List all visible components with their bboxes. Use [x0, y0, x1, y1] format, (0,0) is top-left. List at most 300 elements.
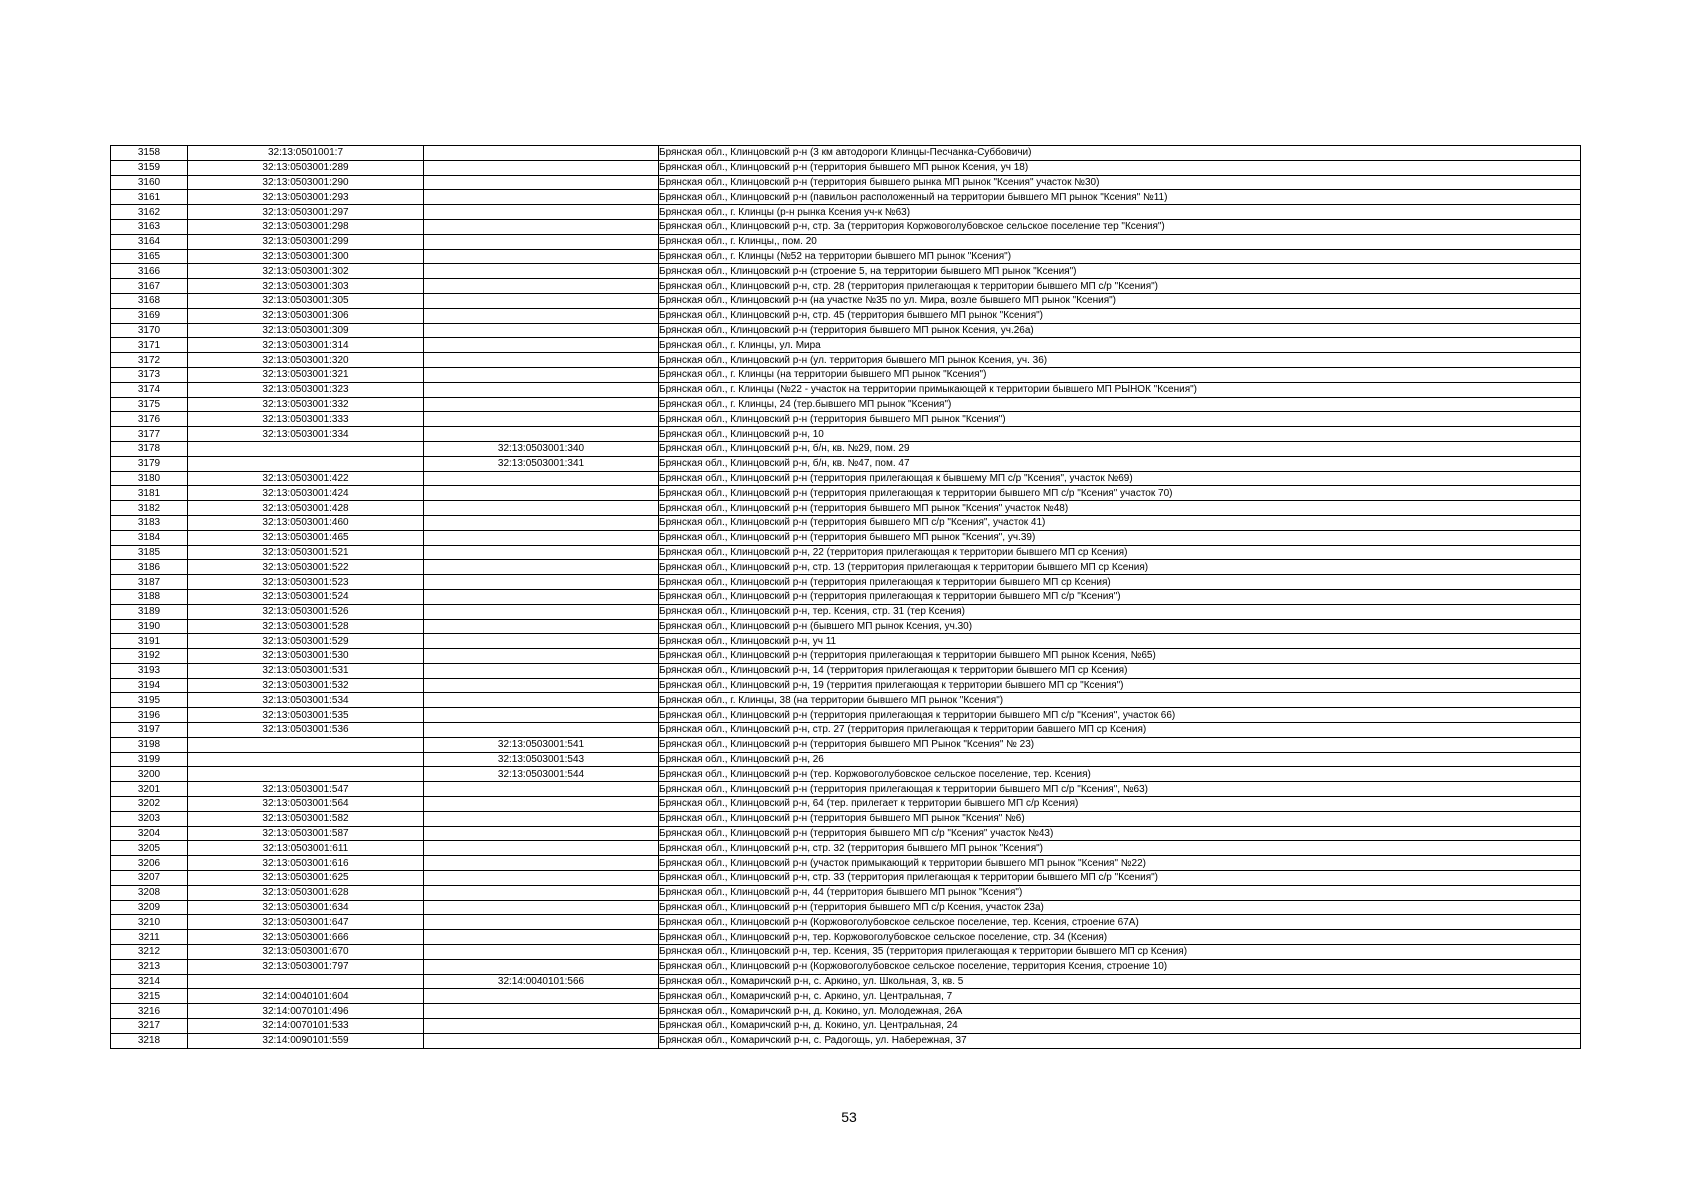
cadastral-number-cell: 32:13:0503001:611: [188, 841, 424, 856]
row-number-cell: 3187: [111, 575, 188, 590]
cadastral-number-cell: 32:13:0503001:616: [188, 856, 424, 871]
address-cell: Брянская обл., Клинцовский р-н (территория прилегающая к территории бывшего МП с/р "Ксения"): [659, 589, 1581, 604]
cadastral-number-cell: 32:13:0503001:521: [188, 545, 424, 560]
table-body: [111, 146, 1581, 1049]
row-number-cell: 3193: [111, 663, 188, 678]
row-number-cell: 3160: [111, 175, 188, 190]
table-row: [111, 604, 1581, 619]
table-row: [111, 678, 1581, 693]
cadastral-number-alt-cell: [424, 589, 659, 604]
address-cell: Брянская обл., Комаричский р-н, с. Радогощь, ул. Набережная, 37: [659, 1033, 1581, 1048]
address-cell: Брянская обл., Клинцовский р-н (территория прилегающая к территории бывшего МП ср Ксения): [659, 575, 1581, 590]
row-number-cell: 3185: [111, 545, 188, 560]
table-row: [111, 752, 1581, 767]
cadastral-table: [110, 145, 1581, 1049]
row-number-cell: 3201: [111, 782, 188, 797]
table-row: [111, 649, 1581, 664]
address-cell: Брянская обл., Клинцовский р-н, стр. 45 (территория бывшего МП рынок "Ксения"): [659, 308, 1581, 323]
cadastral-number-alt-cell: [424, 190, 659, 205]
cadastral-number-alt-cell: [424, 959, 659, 974]
table-row: [111, 575, 1581, 590]
cadastral-number-alt-cell: [424, 382, 659, 397]
row-number-cell: 3181: [111, 486, 188, 501]
cadastral-number-alt-cell: [424, 619, 659, 634]
row-number-cell: 3184: [111, 530, 188, 545]
cadastral-number-cell: [188, 974, 424, 989]
row-number-cell: 3205: [111, 841, 188, 856]
address-cell: Брянская обл., Клинцовский р-н (территория бывшего МП с/р "Ксения" участок №43): [659, 826, 1581, 841]
address-cell: Брянская обл., Комаричский р-н, д. Кокино, ул. Центральная, 24: [659, 1019, 1581, 1034]
table-row: [111, 515, 1581, 530]
row-number-cell: 3206: [111, 856, 188, 871]
address-cell: Брянская обл., Клинцовский р-н (территория бывшего МП рынок "Ксения" участок №48): [659, 501, 1581, 516]
cadastral-number-alt-cell: [424, 293, 659, 308]
address-cell: Брянская обл., Клинцовский р-н, стр. 13 (территория прилегающая к территории бывшего МП ср Ксения): [659, 560, 1581, 575]
table-row: [111, 160, 1581, 175]
address-cell: Брянская обл., Клинцовский р-н, б/н, кв. №29, пом. 29: [659, 441, 1581, 456]
address-cell: Брянская обл., г. Клинцы, 24 (тер.бывшего МП рынок "Ксения"): [659, 397, 1581, 412]
cadastral-number-cell: 32:13:0503001:290: [188, 175, 424, 190]
address-cell: Брянская обл., Клинцовский р-н (территория прилегающая к территории бывшего МП рынок Ксения, №65): [659, 649, 1581, 664]
table-row: [111, 1033, 1581, 1048]
table-row: [111, 693, 1581, 708]
cadastral-number-cell: 32:13:0503001:321: [188, 367, 424, 382]
cadastral-number-cell: 32:13:0503001:564: [188, 797, 424, 812]
address-cell: Брянская обл., Клинцовский р-н (ул. территория бывшего МП рынок Ксения, уч. 36): [659, 353, 1581, 368]
table-row: [111, 915, 1581, 930]
cadastral-number-alt-cell: [424, 308, 659, 323]
cadastral-number-cell: 32:13:0503001:424: [188, 486, 424, 501]
cadastral-number-cell: 32:13:0503001:334: [188, 427, 424, 442]
address-cell: Брянская обл., г. Клинцы, 38 (на территории бывшего МП рынок "Ксения"): [659, 693, 1581, 708]
address-cell: Брянская обл., Клинцовский р-н (тер. Коржовоголубовское сельское поселение, тер. Ксения): [659, 767, 1581, 782]
row-number-cell: 3196: [111, 708, 188, 723]
row-number-cell: 3170: [111, 323, 188, 338]
row-number-cell: 3158: [111, 146, 188, 161]
row-number-cell: 3209: [111, 900, 188, 915]
row-number-cell: 3202: [111, 797, 188, 812]
cadastral-number-alt-cell: [424, 530, 659, 545]
table-row: [111, 767, 1581, 782]
row-number-cell: 3207: [111, 871, 188, 886]
cadastral-number-cell: 32:13:0503001:299: [188, 234, 424, 249]
row-number-cell: 3180: [111, 471, 188, 486]
row-number-cell: 3174: [111, 382, 188, 397]
cadastral-number-cell: 32:13:0503001:534: [188, 693, 424, 708]
cadastral-number-cell: 32:14:0070101:496: [188, 1004, 424, 1019]
address-cell: Брянская обл., Клинцовский р-н, уч 11: [659, 634, 1581, 649]
table-row: [111, 737, 1581, 752]
cadastral-number-alt-cell: [424, 885, 659, 900]
address-cell: Брянская обл., Клинцовский р-н (Коржовоголубовское сельское поселение, территория Ксения, строение 10): [659, 959, 1581, 974]
row-number-cell: 3164: [111, 234, 188, 249]
cadastral-number-alt-cell: [424, 545, 659, 560]
row-number-cell: 3195: [111, 693, 188, 708]
cadastral-number-alt-cell: [424, 856, 659, 871]
table-row: [111, 945, 1581, 960]
table-row: [111, 589, 1581, 604]
row-number-cell: 3199: [111, 752, 188, 767]
address-cell: Брянская обл., г. Клинцы (на территории бывшего МП рынок "Ксения"): [659, 367, 1581, 382]
table-row: [111, 811, 1581, 826]
address-cell: Брянская обл., Клинцовский р-н, 10: [659, 427, 1581, 442]
cadastral-number-alt-cell: [424, 353, 659, 368]
cadastral-number-alt-cell: [424, 871, 659, 886]
table-row: [111, 989, 1581, 1004]
cadastral-number-cell: 32:13:0503001:582: [188, 811, 424, 826]
row-number-cell: 3175: [111, 397, 188, 412]
cadastral-number-cell: 32:13:0503001:428: [188, 501, 424, 516]
cadastral-number-cell: 32:13:0503001:530: [188, 649, 424, 664]
table-row: [111, 175, 1581, 190]
cadastral-number-alt-cell: 32:13:0503001:341: [424, 456, 659, 471]
cadastral-number-alt-cell: [424, 797, 659, 812]
table-row: [111, 723, 1581, 738]
address-cell: Брянская обл., Клинцовский р-н (территория бывшего МП с/р Ксения, участок 23а): [659, 900, 1581, 915]
address-cell: Брянская обл., Клинцовский р-н (территория прилегающая к территории бывшего МП с/р "Ксения", участок 66): [659, 708, 1581, 723]
cadastral-number-cell: 32:14:0070101:533: [188, 1019, 424, 1034]
cadastral-number-alt-cell: [424, 663, 659, 678]
register-sheet: [110, 145, 1581, 1049]
table-row: [111, 308, 1581, 323]
address-cell: Брянская обл., г. Клинцы,, пом. 20: [659, 234, 1581, 249]
cadastral-number-cell: 32:13:0503001:298: [188, 219, 424, 234]
cadastral-number-alt-cell: [424, 146, 659, 161]
row-number-cell: 3163: [111, 219, 188, 234]
row-number-cell: 3203: [111, 811, 188, 826]
cadastral-number-cell: 32:13:0503001:293: [188, 190, 424, 205]
cadastral-number-cell: 32:14:0040101:604: [188, 989, 424, 1004]
row-number-cell: 3171: [111, 338, 188, 353]
table-row: [111, 782, 1581, 797]
table-row: [111, 456, 1581, 471]
row-number-cell: 3161: [111, 190, 188, 205]
cadastral-number-alt-cell: [424, 945, 659, 960]
row-number-cell: 3178: [111, 441, 188, 456]
address-cell: Брянская обл., Клинцовский р-н (территория бывшего МП рынок Ксения, уч.26а): [659, 323, 1581, 338]
table-row: [111, 427, 1581, 442]
cadastral-number-cell: 32:13:0503001:523: [188, 575, 424, 590]
cadastral-number-cell: 32:13:0503001:628: [188, 885, 424, 900]
address-cell: Брянская обл., Клинцовский р-н, стр. 32 (территория бывшего МП рынок "Ксения"): [659, 841, 1581, 856]
address-cell: Брянская обл., Клинцовский р-н, стр. 28 (территория прилегающая к территории бывшего МП с/р "Ксения"): [659, 279, 1581, 294]
row-number-cell: 3204: [111, 826, 188, 841]
cadastral-number-alt-cell: 32:13:0503001:543: [424, 752, 659, 767]
address-cell: Брянская обл., Клинцовский р-н, тер. Ксения, 35 (территория прилегающая к территории бывшего МП ср Ксения): [659, 945, 1581, 960]
row-number-cell: 3188: [111, 589, 188, 604]
address-cell: Брянская обл., г. Клинцы (р-н рынка Ксения уч-к №63): [659, 205, 1581, 220]
table-row: [111, 619, 1581, 634]
row-number-cell: 3166: [111, 264, 188, 279]
cadastral-number-cell: 32:13:0503001:670: [188, 945, 424, 960]
cadastral-number-alt-cell: [424, 175, 659, 190]
address-cell: Брянская обл., Клинцовский р-н (Коржовоголубовское сельское поселение, тер. Ксения, строение 67А): [659, 915, 1581, 930]
row-number-cell: 3218: [111, 1033, 188, 1048]
table-row: [111, 441, 1581, 456]
table-row: [111, 545, 1581, 560]
cadastral-number-cell: 32:13:0503001:587: [188, 826, 424, 841]
cadastral-number-alt-cell: [424, 708, 659, 723]
row-number-cell: 3217: [111, 1019, 188, 1034]
cadastral-number-alt-cell: [424, 930, 659, 945]
row-number-cell: 3183: [111, 515, 188, 530]
cadastral-number-cell: [188, 456, 424, 471]
table-row: [111, 708, 1581, 723]
cadastral-number-cell: 32:13:0503001:547: [188, 782, 424, 797]
address-cell: Брянская обл., Клинцовский р-н (павильон расположенный на территории бывшего МП рынок "Ксения" №11): [659, 190, 1581, 205]
table-row: [111, 412, 1581, 427]
table-row: [111, 234, 1581, 249]
cadastral-number-alt-cell: [424, 634, 659, 649]
row-number-cell: 3179: [111, 456, 188, 471]
row-number-cell: 3162: [111, 205, 188, 220]
cadastral-number-alt-cell: [424, 219, 659, 234]
table-row: [111, 1019, 1581, 1034]
table-row: [111, 663, 1581, 678]
cadastral-number-alt-cell: 32:14:0040101:566: [424, 974, 659, 989]
table-row: [111, 871, 1581, 886]
row-number-cell: 3214: [111, 974, 188, 989]
row-number-cell: 3167: [111, 279, 188, 294]
cadastral-number-alt-cell: 32:13:0503001:340: [424, 441, 659, 456]
address-cell: Брянская обл., Клинцовский р-н, 14 (территория прилегающая к территории бывшего МП ср Ксения): [659, 663, 1581, 678]
table-row: [111, 841, 1581, 856]
cadastral-number-alt-cell: [424, 501, 659, 516]
row-number-cell: 3169: [111, 308, 188, 323]
table-row: [111, 974, 1581, 989]
cadastral-number-alt-cell: [424, 604, 659, 619]
address-cell: Брянская обл., Клинцовский р-н (территория бывшего рынка МП рынок "Ксения" участок №30): [659, 175, 1581, 190]
cadastral-number-cell: 32:13:0503001:526: [188, 604, 424, 619]
cadastral-number-alt-cell: 32:13:0503001:544: [424, 767, 659, 782]
cadastral-number-alt-cell: [424, 279, 659, 294]
cadastral-number-cell: 32:13:0503001:532: [188, 678, 424, 693]
address-cell: Брянская обл., Клинцовский р-н, тер. Коржовоголубовское сельское поселение, стр. 34 (Ксения): [659, 930, 1581, 945]
row-number-cell: 3212: [111, 945, 188, 960]
table-row: [111, 797, 1581, 812]
row-number-cell: 3177: [111, 427, 188, 442]
cadastral-number-cell: 32:13:0503001:524: [188, 589, 424, 604]
cadastral-number-alt-cell: [424, 160, 659, 175]
address-cell: Брянская обл., г. Клинцы, ул. Мира: [659, 338, 1581, 353]
cadastral-number-cell: 32:13:0503001:422: [188, 471, 424, 486]
cadastral-number-alt-cell: [424, 723, 659, 738]
table-row: [111, 146, 1581, 161]
page-number: 53: [841, 1109, 857, 1125]
address-cell: Брянская обл., Клинцовский р-н (3 км автодороги Клинцы-Песчанка-Суббовичи): [659, 146, 1581, 161]
table-row: [111, 634, 1581, 649]
cadastral-number-cell: 32:13:0503001:323: [188, 382, 424, 397]
cadastral-number-cell: 32:13:0503001:634: [188, 900, 424, 915]
table-row: [111, 279, 1581, 294]
row-number-cell: 3172: [111, 353, 188, 368]
cadastral-number-cell: 32:13:0503001:522: [188, 560, 424, 575]
address-cell: Брянская обл., Клинцовский р-н (на участке №35 по ул. Мира, возле бывшего МП рынок "Ксения"): [659, 293, 1581, 308]
cadastral-number-alt-cell: [424, 367, 659, 382]
cadastral-number-cell: [188, 737, 424, 752]
address-cell: Брянская обл., Клинцовский р-н, тер. Ксения, стр. 31 (тер Ксения): [659, 604, 1581, 619]
row-number-cell: 3186: [111, 560, 188, 575]
cadastral-number-cell: 32:13:0503001:300: [188, 249, 424, 264]
row-number-cell: 3168: [111, 293, 188, 308]
address-cell: Брянская обл., Клинцовский р-н, 26: [659, 752, 1581, 767]
cadastral-number-cell: [188, 752, 424, 767]
row-number-cell: 3198: [111, 737, 188, 752]
table-row: [111, 900, 1581, 915]
cadastral-number-alt-cell: [424, 1033, 659, 1048]
address-cell: Брянская обл., Клинцовский р-н (территория бывшего МП рынок Ксения, уч 18): [659, 160, 1581, 175]
row-number-cell: 3191: [111, 634, 188, 649]
row-number-cell: 3176: [111, 412, 188, 427]
cadastral-number-alt-cell: [424, 397, 659, 412]
cadastral-number-cell: 32:13:0503001:460: [188, 515, 424, 530]
cadastral-number-alt-cell: [424, 249, 659, 264]
cadastral-number-cell: 32:13:0501001:7: [188, 146, 424, 161]
cadastral-number-alt-cell: [424, 811, 659, 826]
table-row: [111, 885, 1581, 900]
cadastral-number-alt-cell: 32:13:0503001:541: [424, 737, 659, 752]
cadastral-number-alt-cell: [424, 471, 659, 486]
table-row: [111, 397, 1581, 412]
cadastral-number-alt-cell: [424, 915, 659, 930]
cadastral-number-cell: 32:13:0503001:797: [188, 959, 424, 974]
row-number-cell: 3182: [111, 501, 188, 516]
row-number-cell: 3189: [111, 604, 188, 619]
row-number-cell: 3192: [111, 649, 188, 664]
table-row: [111, 560, 1581, 575]
address-cell: Брянская обл., г. Клинцы (№22 - участок на территории примыкающей к территории бывшего МП РЫНОК "Ксения"): [659, 382, 1581, 397]
cadastral-number-alt-cell: [424, 900, 659, 915]
cadastral-number-alt-cell: [424, 323, 659, 338]
cadastral-number-cell: 32:13:0503001:305: [188, 293, 424, 308]
cadastral-number-cell: 32:13:0503001:465: [188, 530, 424, 545]
cadastral-number-cell: 32:13:0503001:303: [188, 279, 424, 294]
cadastral-number-alt-cell: [424, 989, 659, 1004]
row-number-cell: 3173: [111, 367, 188, 382]
table-row: [111, 293, 1581, 308]
cadastral-number-cell: 32:13:0503001:289: [188, 160, 424, 175]
address-cell: Брянская обл., Комаричский р-н, с. Аркино, ул. Школьная, 3, кв. 5: [659, 974, 1581, 989]
table-row: [111, 486, 1581, 501]
table-row: [111, 1004, 1581, 1019]
cadastral-number-alt-cell: [424, 1004, 659, 1019]
cadastral-number-alt-cell: [424, 1019, 659, 1034]
cadastral-number-alt-cell: [424, 649, 659, 664]
cadastral-number-cell: 32:13:0503001:647: [188, 915, 424, 930]
cadastral-number-alt-cell: [424, 560, 659, 575]
row-number-cell: 3200: [111, 767, 188, 782]
row-number-cell: 3213: [111, 959, 188, 974]
table-row: [111, 382, 1581, 397]
address-cell: Брянская обл., Клинцовский р-н (территория бывшего МП Рынок "Ксения" № 23): [659, 737, 1581, 752]
cadastral-number-cell: 32:13:0503001:320: [188, 353, 424, 368]
cadastral-number-cell: 32:13:0503001:314: [188, 338, 424, 353]
cadastral-number-alt-cell: [424, 826, 659, 841]
cadastral-number-alt-cell: [424, 338, 659, 353]
cadastral-number-alt-cell: [424, 575, 659, 590]
cadastral-number-alt-cell: [424, 412, 659, 427]
cadastral-number-cell: 32:13:0503001:625: [188, 871, 424, 886]
row-number-cell: 3216: [111, 1004, 188, 1019]
table-row: [111, 219, 1581, 234]
address-cell: Брянская обл., Комаричский р-н, д. Кокино, ул. Молодежная, 26А: [659, 1004, 1581, 1019]
cadastral-number-alt-cell: [424, 205, 659, 220]
cadastral-number-cell: 32:13:0503001:536: [188, 723, 424, 738]
table-row: [111, 501, 1581, 516]
address-cell: Брянская обл., Клинцовский р-н, стр. 3а (территория Коржовоголубовское сельское поселение тер "Ксения"): [659, 219, 1581, 234]
address-cell: Брянская обл., Клинцовский р-н (территория бывшего МП с/р "Ксения", участок 41): [659, 515, 1581, 530]
cadastral-number-cell: 32:13:0503001:297: [188, 205, 424, 220]
address-cell: Брянская обл., Клинцовский р-н (территория бывшего МП рынок "Ксения", уч.39): [659, 530, 1581, 545]
address-cell: Брянская обл., Клинцовский р-н, 44 (территория бывшего МП рынок "Ксения"): [659, 885, 1581, 900]
address-cell: Брянская обл., г. Клинцы (№52 на территории бывшего МП рынок "Ксения"): [659, 249, 1581, 264]
table-row: [111, 826, 1581, 841]
table-row: [111, 930, 1581, 945]
table-row: [111, 530, 1581, 545]
table-row: [111, 856, 1581, 871]
address-cell: Брянская обл., Клинцовский р-н (территория прилегающая к бывшему МП с/р "Ксения", участок №69): [659, 471, 1581, 486]
address-cell: Брянская обл., Клинцовский р-н, б/н, кв. №47, пом. 47: [659, 456, 1581, 471]
table-row: [111, 353, 1581, 368]
cadastral-number-cell: 32:13:0503001:529: [188, 634, 424, 649]
row-number-cell: 3210: [111, 915, 188, 930]
cadastral-number-alt-cell: [424, 678, 659, 693]
cadastral-number-cell: 32:13:0503001:306: [188, 308, 424, 323]
row-number-cell: 3194: [111, 678, 188, 693]
row-number-cell: 3165: [111, 249, 188, 264]
address-cell: Брянская обл., Клинцовский р-н, стр. 33 (территория прилегающая к территории бывшего МП с/р "Ксения"): [659, 871, 1581, 886]
cadastral-number-alt-cell: [424, 427, 659, 442]
table-row: [111, 323, 1581, 338]
cadastral-number-alt-cell: [424, 486, 659, 501]
cadastral-number-cell: [188, 441, 424, 456]
address-cell: Брянская обл., Клинцовский р-н, стр. 27 (территория прилегающая к территории бавшего МП ср Ксения): [659, 723, 1581, 738]
address-cell: Брянская обл., Клинцовский р-н (территория бывшего МП рынок "Ксения"): [659, 412, 1581, 427]
table-row: [111, 367, 1581, 382]
cadastral-number-cell: 32:13:0503001:302: [188, 264, 424, 279]
row-number-cell: 3211: [111, 930, 188, 945]
cadastral-number-alt-cell: [424, 693, 659, 708]
cadastral-number-cell: [188, 767, 424, 782]
row-number-cell: 3159: [111, 160, 188, 175]
cadastral-number-cell: 32:13:0503001:666: [188, 930, 424, 945]
table-row: [111, 190, 1581, 205]
table-row: [111, 249, 1581, 264]
table-row: [111, 338, 1581, 353]
row-number-cell: 3208: [111, 885, 188, 900]
cadastral-number-cell: 32:13:0503001:332: [188, 397, 424, 412]
address-cell: Брянская обл., Клинцовский р-н (территория бывшего МП рынок "Ксения" №6): [659, 811, 1581, 826]
table-row: [111, 471, 1581, 486]
address-cell: Брянская обл., Клинцовский р-н, 22 (территория прилегающая к территории бывшего МП ср Ксения): [659, 545, 1581, 560]
cadastral-number-cell: 32:13:0503001:309: [188, 323, 424, 338]
cadastral-number-alt-cell: [424, 515, 659, 530]
cadastral-number-alt-cell: [424, 264, 659, 279]
cadastral-number-cell: 32:13:0503001:528: [188, 619, 424, 634]
table-row: [111, 264, 1581, 279]
table-row: [111, 205, 1581, 220]
address-cell: Брянская обл., Клинцовский р-н (территория прилегающая к территории бывшего МП с/р "Ксения", №63): [659, 782, 1581, 797]
row-number-cell: 3190: [111, 619, 188, 634]
address-cell: Брянская обл., Клинцовский р-н, 19 (террития прилегающая к территории бывшего МП ср "Ксения"): [659, 678, 1581, 693]
cadastral-number-alt-cell: [424, 841, 659, 856]
address-cell: Брянская обл., Клинцовский р-н (участок примыкающий к территории бывшего МП рынок "Ксения" №22): [659, 856, 1581, 871]
cadastral-number-cell: 32:13:0503001:535: [188, 708, 424, 723]
address-cell: Брянская обл., Комаричский р-н, с. Аркино, ул. Центральная, 7: [659, 989, 1581, 1004]
cadastral-number-cell: 32:13:0503001:531: [188, 663, 424, 678]
row-number-cell: 3215: [111, 989, 188, 1004]
cadastral-number-cell: 32:13:0503001:333: [188, 412, 424, 427]
